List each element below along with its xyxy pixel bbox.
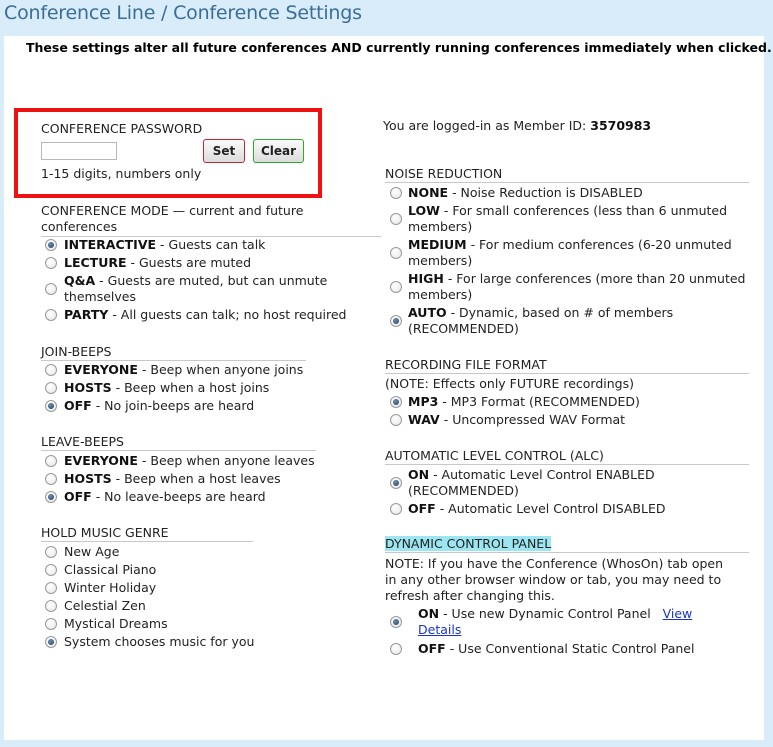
music-classical-option: Classical Piano bbox=[64, 562, 157, 577]
noise-reduction-title: NOISE REDUCTION bbox=[385, 166, 749, 183]
recording-format-title: RECORDING FILE FORMAT bbox=[385, 357, 749, 374]
clear-password-button[interactable]: Clear bbox=[253, 139, 304, 163]
join-off-option: OFF - No join-beeps are heard bbox=[64, 398, 255, 413]
dynamic-panel-title-row bbox=[385, 536, 749, 553]
noise-auto-option: AUTO - Dynamic, based on # of members (RECOMMENDED) bbox=[408, 305, 674, 336]
settings-notice: These settings alter all future conferences AND currently running conferences immediately when clicked. bbox=[26, 40, 772, 55]
hold-music-title: HOLD MUSIC GENRE bbox=[41, 525, 253, 542]
music-celestial-option: Celestial Zen bbox=[64, 598, 146, 613]
music-system-radio[interactable] bbox=[45, 636, 57, 648]
leave-hosts-radio[interactable] bbox=[45, 473, 57, 485]
conference-mode-title-line1: CONFERENCE MODE — current and future bbox=[41, 203, 304, 218]
noise-none-option: NONE - Noise Reduction is DISABLED bbox=[408, 185, 643, 200]
member-id-value: 3570983 bbox=[590, 118, 652, 133]
noise-medium-radio[interactable] bbox=[390, 247, 402, 259]
dynamic-panel-note: NOTE: If you have the Conference (WhosOn) tab open in any other browser window or tab, you may need to refresh after changing this. bbox=[385, 556, 724, 603]
noise-auto-radio[interactable] bbox=[390, 315, 402, 327]
mode-qa-radio[interactable] bbox=[45, 283, 57, 295]
mode-lecture-radio[interactable] bbox=[45, 257, 57, 269]
member-id-line bbox=[383, 118, 651, 133]
format-wav-radio[interactable] bbox=[390, 414, 402, 426]
alc-title: AUTOMATIC LEVEL CONTROL (ALC) bbox=[385, 448, 749, 465]
mode-lecture-option: LECTURE - Guests are muted bbox=[64, 255, 252, 270]
alc-on-radio[interactable] bbox=[390, 477, 402, 489]
view-details-link-part2[interactable]: Details bbox=[418, 622, 462, 637]
recording-format-note: (NOTE: Effects only FUTURE recordings) bbox=[385, 376, 634, 391]
password-title: CONFERENCE PASSWORD bbox=[41, 121, 203, 136]
noise-high-radio[interactable] bbox=[390, 281, 402, 293]
noise-none-radio[interactable] bbox=[390, 187, 402, 199]
dynamic-off-radio[interactable] bbox=[390, 643, 402, 655]
join-everyone-option: EVERYONE - Beep when anyone joins bbox=[64, 362, 304, 377]
dynamic-on-option: ON - Use new Dynamic Control Panel View Details bbox=[418, 606, 693, 637]
music-mystical-radio[interactable] bbox=[45, 618, 57, 630]
format-mp3-option: MP3 - MP3 Format (RECOMMENDED) bbox=[408, 394, 640, 409]
view-details-link-part1[interactable]: View bbox=[662, 606, 693, 621]
mode-interactive-radio[interactable] bbox=[45, 239, 57, 251]
leave-off-option: OFF - No leave-beeps are heard bbox=[64, 489, 266, 504]
alc-on-option: ON - Automatic Level Control ENABLED (RECOMMENDED) bbox=[408, 467, 655, 498]
noise-low-radio[interactable] bbox=[390, 213, 402, 225]
dynamic-off-option: OFF - Use Conventional Static Control Panel bbox=[418, 641, 695, 656]
password-input[interactable] bbox=[41, 142, 117, 160]
music-system-option: System chooses music for you bbox=[64, 634, 255, 649]
music-new-age-radio[interactable] bbox=[45, 546, 57, 558]
noise-low-option: LOW - For small conferences (less than 6 unmuted members) bbox=[408, 203, 728, 234]
password-hint: 1-15 digits, numbers only bbox=[41, 166, 202, 181]
join-hosts-radio[interactable] bbox=[45, 382, 57, 394]
dynamic-on-radio[interactable] bbox=[390, 616, 402, 628]
format-wav-option: WAV - Uncompressed WAV Format bbox=[408, 412, 626, 427]
conference-mode-title-line2: conferences bbox=[41, 219, 118, 234]
conference-mode-title bbox=[41, 203, 381, 237]
leave-everyone-option: EVERYONE - Beep when anyone leaves bbox=[64, 453, 315, 468]
dynamic-panel-title: DYNAMIC CONTROL PANEL bbox=[385, 536, 552, 551]
mode-interactive-option: INTERACTIVE - Guests can talk bbox=[64, 237, 266, 252]
music-winter-radio[interactable] bbox=[45, 582, 57, 594]
music-winter-option: Winter Holiday bbox=[64, 580, 157, 595]
alc-off-option: OFF - Automatic Level Control DISABLED bbox=[408, 501, 666, 516]
leave-off-radio[interactable] bbox=[45, 491, 57, 503]
join-beeps-title: JOIN-BEEPS bbox=[41, 344, 306, 361]
join-hosts-option: HOSTS - Beep when a host joins bbox=[64, 380, 270, 395]
page-title: Conference Line / Conference Settings bbox=[4, 2, 362, 24]
music-mystical-option: Mystical Dreams bbox=[64, 616, 168, 631]
noise-medium-option: MEDIUM - For medium conferences (6-20 unmuted members) bbox=[408, 237, 732, 268]
alc-off-radio[interactable] bbox=[390, 503, 402, 515]
mode-qa-option: Q&A - Guests are muted, but can unmute themselves bbox=[64, 273, 328, 304]
join-off-radio[interactable] bbox=[45, 400, 57, 412]
noise-high-option: HIGH - For large conferences (more than 20 unmuted members) bbox=[408, 271, 746, 302]
music-celestial-radio[interactable] bbox=[45, 600, 57, 612]
leave-beeps-title: LEAVE-BEEPS bbox=[41, 434, 316, 451]
leave-hosts-option: HOSTS - Beep when a host leaves bbox=[64, 471, 281, 486]
music-new-age-option: New Age bbox=[64, 544, 120, 559]
set-password-button[interactable]: Set bbox=[203, 139, 245, 163]
member-id-prefix: You are logged-in as Member ID: bbox=[383, 118, 587, 133]
mode-party-option: PARTY - All guests can talk; no host required bbox=[64, 307, 347, 322]
format-mp3-radio[interactable] bbox=[390, 396, 402, 408]
music-classical-radio[interactable] bbox=[45, 564, 57, 576]
join-everyone-radio[interactable] bbox=[45, 364, 57, 376]
leave-everyone-radio[interactable] bbox=[45, 455, 57, 467]
mode-party-radio[interactable] bbox=[45, 309, 57, 321]
